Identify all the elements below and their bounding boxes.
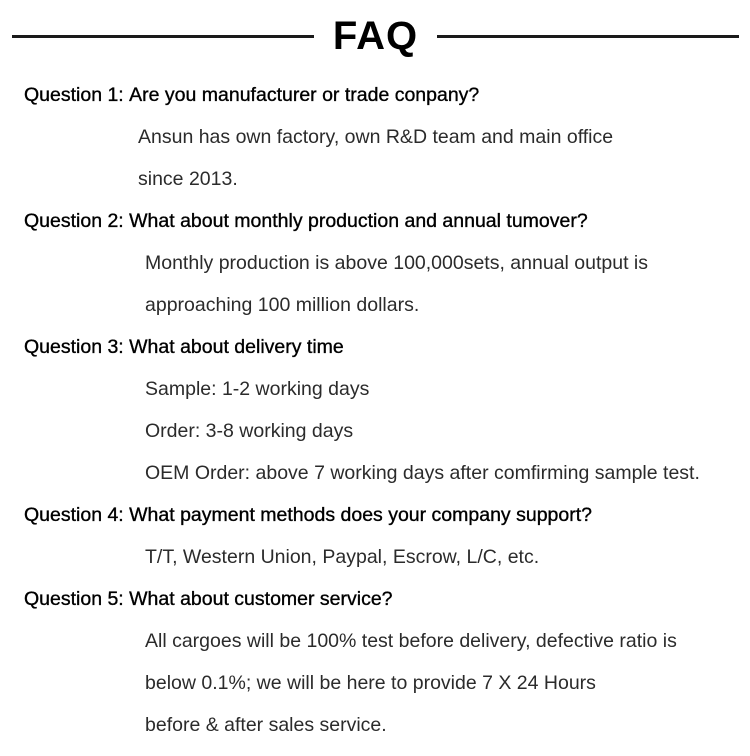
faq-answer-line: before & after sales service. xyxy=(145,714,387,736)
faq-question-1 xyxy=(0,74,750,116)
faq-answer-line: All cargoes will be 100% test before delivery, defective ratio is xyxy=(145,630,677,652)
faq-item-4 xyxy=(0,494,750,578)
faq-answer-line: since 2013. xyxy=(138,168,238,190)
question-label: Question 4: xyxy=(24,504,124,526)
faq-answer-line: below 0.1%; we will be here to provide 7 X 24 Hours xyxy=(145,672,596,694)
faq-question-5 xyxy=(0,578,750,620)
faq-item-1 xyxy=(0,74,750,200)
faq-item-3 xyxy=(0,326,750,494)
question-label: Question 1: xyxy=(24,84,124,106)
faq-list xyxy=(0,74,750,746)
faq-answer-line: approaching 100 million dollars. xyxy=(145,294,420,316)
header-divider-right xyxy=(437,35,739,38)
faq-answer-line: Sample: 1-2 working days xyxy=(145,378,370,400)
faq-answer-line: T/T, Western Union, Paypal, Escrow, L/C, etc. xyxy=(145,546,540,568)
question-text: What about customer service? xyxy=(129,588,393,610)
question-text: Are you manufacturer or trade conpany? xyxy=(129,84,480,106)
page-title: FAQ xyxy=(332,14,419,58)
question-text: What about monthly production and annual tumover? xyxy=(129,210,588,232)
question-label: Question 3: xyxy=(24,336,124,358)
question-text: What about delivery time xyxy=(129,336,344,358)
faq-question-3 xyxy=(0,326,750,368)
question-label: Question 2: xyxy=(24,210,124,232)
faq-question-4 xyxy=(0,494,750,536)
faq-answer-line: Order: 3-8 working days xyxy=(145,420,354,442)
faq-answer-line: Ansun has own factory, own R&D team and main office xyxy=(138,126,614,148)
faq-question-2 xyxy=(0,200,750,242)
header-divider-left xyxy=(12,35,314,38)
faq-answer-line: Monthly production is above 100,000sets, annual output is xyxy=(145,252,649,274)
question-text: What payment methods does your company support? xyxy=(129,504,592,526)
question-label: Question 5: xyxy=(24,588,124,610)
faq-answer-line: OEM Order: above 7 working days after comfirming sample test. xyxy=(145,462,700,484)
faq-item-5 xyxy=(0,578,750,746)
faq-header xyxy=(0,0,750,76)
faq-item-2 xyxy=(0,200,750,326)
